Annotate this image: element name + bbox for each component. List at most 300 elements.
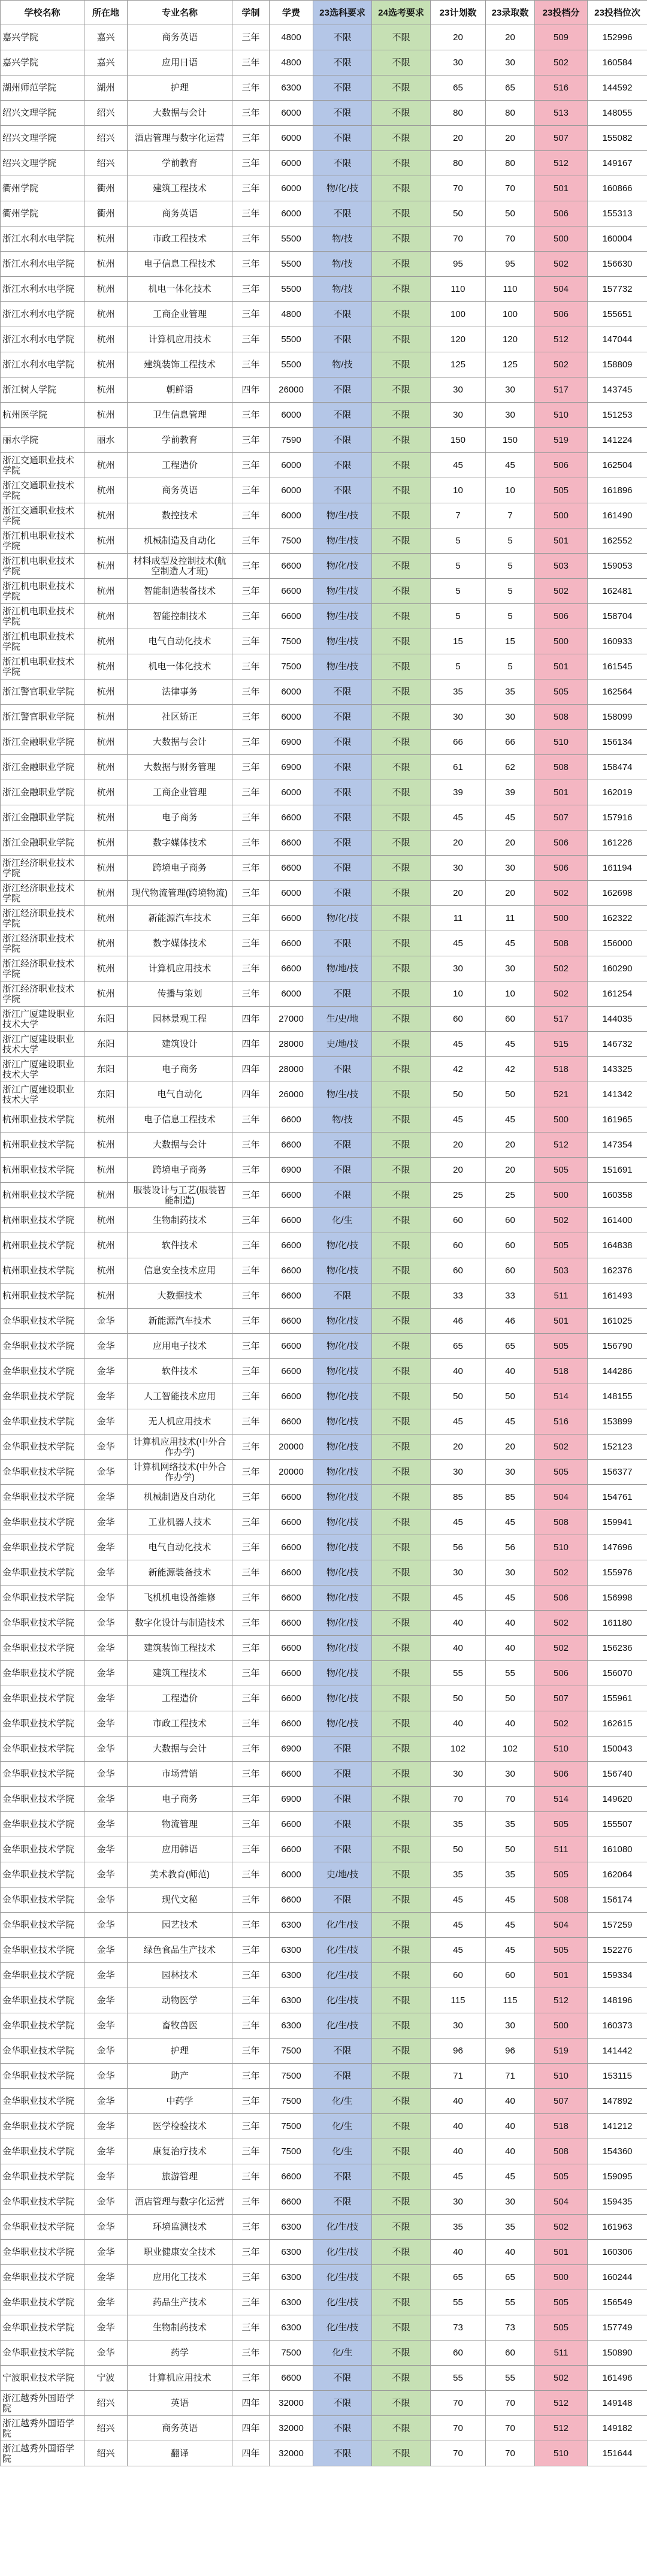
cell-24-subject-requirement: 不限 bbox=[372, 1284, 431, 1309]
cell-major: 电气自动化技术 bbox=[128, 629, 232, 654]
cell-23-plan-count: 30 bbox=[431, 403, 486, 428]
cell-23-plan-count: 80 bbox=[431, 101, 486, 126]
cell-23-rank: 156070 bbox=[588, 1661, 647, 1686]
table-row bbox=[1, 2391, 647, 2416]
cell-major: 机械制造及自动化 bbox=[128, 1485, 232, 1510]
cell-23-plan-count: 60 bbox=[431, 1233, 486, 1258]
cell-24-subject-requirement: 不限 bbox=[372, 1133, 431, 1158]
cell-23-subject-requirement: 物/技 bbox=[313, 1107, 372, 1133]
cell-major: 电子商务 bbox=[128, 1787, 232, 1812]
cell-tuition: 6600 bbox=[270, 1309, 313, 1334]
cell-24-subject-requirement: 不限 bbox=[372, 151, 431, 176]
cell-location: 金华 bbox=[84, 1560, 128, 1586]
cell-23-admitted-count: 95 bbox=[486, 252, 535, 277]
cell-major: 电子信息工程技术 bbox=[128, 252, 232, 277]
cell-major: 朝鲜语 bbox=[128, 378, 232, 403]
cell-23-score: 512 bbox=[535, 1133, 588, 1158]
cell-location: 杭州 bbox=[84, 730, 128, 755]
cell-school: 杭州职业技术学院 bbox=[1, 1133, 84, 1158]
cell-location: 杭州 bbox=[84, 956, 128, 982]
table-row bbox=[1, 302, 647, 327]
cell-23-subject-requirement: 化/生/技 bbox=[313, 2315, 372, 2341]
cell-23-subject-requirement: 不限 bbox=[313, 1158, 372, 1183]
cell-location: 金华 bbox=[84, 1862, 128, 1888]
cell-school: 浙江越秀外国语学院 bbox=[1, 2391, 84, 2416]
cell-tuition: 6900 bbox=[270, 1787, 313, 1812]
cell-tuition: 5500 bbox=[270, 277, 313, 302]
cell-school: 金华职业技术学院 bbox=[1, 1988, 84, 2013]
cell-23-rank: 160004 bbox=[588, 227, 647, 252]
cell-duration: 三年 bbox=[232, 50, 270, 76]
cell-23-score: 517 bbox=[535, 1007, 588, 1032]
cell-23-plan-count: 10 bbox=[431, 478, 486, 503]
cell-duration: 三年 bbox=[232, 1812, 270, 1837]
cell-24-subject-requirement: 不限 bbox=[372, 403, 431, 428]
cell-major: 美术教育(师范) bbox=[128, 1862, 232, 1888]
cell-23-subject-requirement: 不限 bbox=[313, 428, 372, 453]
cell-major: 药品生产技术 bbox=[128, 2290, 232, 2315]
cell-23-admitted-count: 70 bbox=[486, 1787, 535, 1812]
cell-school: 浙江水利水电学院 bbox=[1, 352, 84, 378]
cell-23-rank: 162698 bbox=[588, 881, 647, 906]
cell-23-admitted-count: 65 bbox=[486, 1334, 535, 1359]
table-row bbox=[1, 1057, 647, 1082]
cell-24-subject-requirement: 不限 bbox=[372, 352, 431, 378]
cell-location: 金华 bbox=[84, 2290, 128, 2315]
cell-duration: 三年 bbox=[232, 403, 270, 428]
cell-23-admitted-count: 40 bbox=[486, 1611, 535, 1636]
cell-23-plan-count: 45 bbox=[431, 1510, 486, 1535]
cell-tuition: 6600 bbox=[270, 2164, 313, 2190]
cell-tuition: 6600 bbox=[270, 1686, 313, 1711]
cell-23-subject-requirement: 不限 bbox=[313, 453, 372, 478]
cell-23-subject-requirement: 物/化/技 bbox=[313, 1460, 372, 1485]
cell-location: 金华 bbox=[84, 2164, 128, 2190]
cell-23-rank: 143325 bbox=[588, 1057, 647, 1082]
cell-23-admitted-count: 11 bbox=[486, 906, 535, 931]
cell-school: 杭州职业技术学院 bbox=[1, 1233, 84, 1258]
cell-duration: 三年 bbox=[232, 1284, 270, 1309]
table-row bbox=[1, 956, 647, 982]
cell-23-score: 504 bbox=[535, 2190, 588, 2215]
cell-23-score: 518 bbox=[535, 1057, 588, 1082]
cell-tuition: 6300 bbox=[270, 1988, 313, 2013]
cell-school: 杭州职业技术学院 bbox=[1, 1258, 84, 1284]
cell-tuition: 6000 bbox=[270, 126, 313, 151]
cell-24-subject-requirement: 不限 bbox=[372, 453, 431, 478]
cell-23-score: 506 bbox=[535, 831, 588, 856]
cell-23-rank: 159435 bbox=[588, 2190, 647, 2215]
cell-school: 浙江机电职业技术学院 bbox=[1, 579, 84, 604]
cell-tuition: 6600 bbox=[270, 579, 313, 604]
table-row bbox=[1, 2290, 647, 2315]
cell-23-admitted-count: 125 bbox=[486, 352, 535, 378]
cell-23-subject-requirement: 不限 bbox=[313, 378, 372, 403]
cell-23-plan-count: 30 bbox=[431, 2190, 486, 2215]
cell-23-subject-requirement: 物/生/技 bbox=[313, 529, 372, 554]
table-row bbox=[1, 503, 647, 529]
cell-24-subject-requirement: 不限 bbox=[372, 1409, 431, 1435]
cell-tuition: 6000 bbox=[270, 453, 313, 478]
cell-23-admitted-count: 40 bbox=[486, 2114, 535, 2139]
cell-location: 金华 bbox=[84, 1888, 128, 1913]
cell-major: 法律事务 bbox=[128, 680, 232, 705]
cell-tuition: 7500 bbox=[270, 2139, 313, 2164]
cell-tuition: 6600 bbox=[270, 1485, 313, 1510]
cell-24-subject-requirement: 不限 bbox=[372, 982, 431, 1007]
table-row bbox=[1, 2064, 647, 2089]
table-row bbox=[1, 2341, 647, 2366]
cell-23-score: 501 bbox=[535, 529, 588, 554]
table-row bbox=[1, 1938, 647, 1963]
cell-23-subject-requirement: 化/生/技 bbox=[313, 2013, 372, 2039]
header-23-plan-count: 23计划数 bbox=[431, 1, 486, 25]
cell-23-score: 508 bbox=[535, 755, 588, 780]
cell-duration: 三年 bbox=[232, 503, 270, 529]
cell-23-plan-count: 45 bbox=[431, 805, 486, 831]
cell-school: 浙江金融职业学院 bbox=[1, 755, 84, 780]
cell-school: 绍兴文理学院 bbox=[1, 151, 84, 176]
cell-24-subject-requirement: 不限 bbox=[372, 2240, 431, 2265]
cell-major: 机电一体化技术 bbox=[128, 654, 232, 680]
cell-location: 杭州 bbox=[84, 302, 128, 327]
cell-23-admitted-count: 65 bbox=[486, 76, 535, 101]
cell-23-admitted-count: 35 bbox=[486, 680, 535, 705]
cell-duration: 三年 bbox=[232, 2290, 270, 2315]
cell-major: 医学检验技术 bbox=[128, 2114, 232, 2139]
cell-23-subject-requirement: 物/化/技 bbox=[313, 1334, 372, 1359]
table-row bbox=[1, 654, 647, 680]
cell-tuition: 6300 bbox=[270, 1963, 313, 1988]
cell-school: 浙江警官职业学院 bbox=[1, 705, 84, 730]
cell-location: 金华 bbox=[84, 1435, 128, 1460]
cell-23-admitted-count: 25 bbox=[486, 1183, 535, 1208]
cell-school: 金华职业技术学院 bbox=[1, 1384, 84, 1409]
cell-23-score: 502 bbox=[535, 2366, 588, 2391]
cell-23-rank: 156790 bbox=[588, 1334, 647, 1359]
cell-23-plan-count: 33 bbox=[431, 1284, 486, 1309]
cell-23-score: 503 bbox=[535, 1258, 588, 1284]
cell-23-plan-count: 60 bbox=[431, 1007, 486, 1032]
cell-23-score: 501 bbox=[535, 1309, 588, 1334]
cell-major: 英语 bbox=[128, 2391, 232, 2416]
cell-23-plan-count: 20 bbox=[431, 831, 486, 856]
cell-23-admitted-count: 45 bbox=[486, 453, 535, 478]
cell-duration: 三年 bbox=[232, 579, 270, 604]
cell-23-rank: 155961 bbox=[588, 1686, 647, 1711]
cell-24-subject-requirement: 不限 bbox=[372, 1359, 431, 1384]
cell-24-subject-requirement: 不限 bbox=[372, 1812, 431, 1837]
cell-24-subject-requirement: 不限 bbox=[372, 1737, 431, 1762]
cell-23-subject-requirement: 物/化/技 bbox=[313, 1435, 372, 1460]
cell-location: 金华 bbox=[84, 2013, 128, 2039]
cell-23-admitted-count: 30 bbox=[486, 1560, 535, 1586]
cell-location: 杭州 bbox=[84, 1158, 128, 1183]
cell-23-score: 508 bbox=[535, 2139, 588, 2164]
cell-duration: 三年 bbox=[232, 2039, 270, 2064]
cell-23-score: 513 bbox=[535, 101, 588, 126]
cell-23-admitted-count: 65 bbox=[486, 2265, 535, 2290]
header-23-score: 23投档分 bbox=[535, 1, 588, 25]
cell-major: 计算机应用技术 bbox=[128, 956, 232, 982]
cell-tuition: 6000 bbox=[270, 1862, 313, 1888]
table-row bbox=[1, 554, 647, 579]
header-23-rank: 23投档位次 bbox=[588, 1, 647, 25]
cell-24-subject-requirement: 不限 bbox=[372, 1158, 431, 1183]
cell-23-admitted-count: 40 bbox=[486, 2089, 535, 2114]
cell-school: 杭州职业技术学院 bbox=[1, 1158, 84, 1183]
cell-23-admitted-count: 100 bbox=[486, 302, 535, 327]
cell-location: 金华 bbox=[84, 2215, 128, 2240]
cell-duration: 三年 bbox=[232, 428, 270, 453]
cell-24-subject-requirement: 不限 bbox=[372, 201, 431, 227]
cell-23-admitted-count: 30 bbox=[486, 705, 535, 730]
cell-duration: 三年 bbox=[232, 2013, 270, 2039]
cell-24-subject-requirement: 不限 bbox=[372, 1309, 431, 1334]
cell-23-rank: 160306 bbox=[588, 2240, 647, 2265]
cell-major: 计算机应用技术 bbox=[128, 327, 232, 352]
table-row bbox=[1, 856, 647, 881]
cell-23-admitted-count: 55 bbox=[486, 1661, 535, 1686]
cell-23-subject-requirement: 物/技 bbox=[313, 352, 372, 378]
table-row bbox=[1, 1862, 647, 1888]
cell-school: 绍兴文理学院 bbox=[1, 126, 84, 151]
cell-23-plan-count: 20 bbox=[431, 1158, 486, 1183]
cell-24-subject-requirement: 不限 bbox=[372, 2215, 431, 2240]
cell-location: 金华 bbox=[84, 2240, 128, 2265]
cell-23-score: 512 bbox=[535, 151, 588, 176]
cell-duration: 三年 bbox=[232, 906, 270, 931]
cell-23-score: 505 bbox=[535, 680, 588, 705]
table-row bbox=[1, 755, 647, 780]
cell-duration: 三年 bbox=[232, 1711, 270, 1737]
cell-23-subject-requirement: 物/化/技 bbox=[313, 176, 372, 201]
cell-23-admitted-count: 30 bbox=[486, 1460, 535, 1485]
cell-school: 金华职业技术学院 bbox=[1, 1661, 84, 1686]
cell-tuition: 4800 bbox=[270, 302, 313, 327]
cell-23-score: 518 bbox=[535, 1359, 588, 1384]
cell-24-subject-requirement: 不限 bbox=[372, 1208, 431, 1233]
cell-23-score: 506 bbox=[535, 856, 588, 881]
cell-tuition: 6000 bbox=[270, 403, 313, 428]
cell-23-subject-requirement: 不限 bbox=[313, 1837, 372, 1862]
cell-23-rank: 149167 bbox=[588, 151, 647, 176]
cell-23-score: 502 bbox=[535, 956, 588, 982]
cell-23-subject-requirement: 物/技 bbox=[313, 227, 372, 252]
cell-24-subject-requirement: 不限 bbox=[372, 252, 431, 277]
cell-duration: 三年 bbox=[232, 1309, 270, 1334]
table-row bbox=[1, 1661, 647, 1686]
cell-23-rank: 156174 bbox=[588, 1888, 647, 1913]
table-row bbox=[1, 2013, 647, 2039]
table-row bbox=[1, 2240, 647, 2265]
cell-location: 绍兴 bbox=[84, 151, 128, 176]
cell-location: 杭州 bbox=[84, 906, 128, 931]
cell-location: 金华 bbox=[84, 1686, 128, 1711]
cell-duration: 三年 bbox=[232, 629, 270, 654]
cell-23-rank: 161965 bbox=[588, 1107, 647, 1133]
cell-location: 金华 bbox=[84, 1988, 128, 2013]
cell-23-subject-requirement: 不限 bbox=[313, 1762, 372, 1787]
cell-duration: 三年 bbox=[232, 1611, 270, 1636]
cell-tuition: 6600 bbox=[270, 1586, 313, 1611]
cell-school: 杭州医学院 bbox=[1, 403, 84, 428]
cell-24-subject-requirement: 不限 bbox=[372, 2190, 431, 2215]
cell-23-rank: 159053 bbox=[588, 554, 647, 579]
table-row bbox=[1, 705, 647, 730]
cell-major: 建筑工程技术 bbox=[128, 1661, 232, 1686]
cell-major: 信息安全技术应用 bbox=[128, 1258, 232, 1284]
cell-tuition: 6300 bbox=[270, 1938, 313, 1963]
cell-tuition: 20000 bbox=[270, 1435, 313, 1460]
cell-school: 浙江越秀外国语学院 bbox=[1, 2416, 84, 2441]
cell-duration: 三年 bbox=[232, 227, 270, 252]
cell-24-subject-requirement: 不限 bbox=[372, 1107, 431, 1133]
cell-23-rank: 141342 bbox=[588, 1082, 647, 1107]
cell-duration: 三年 bbox=[232, 1586, 270, 1611]
cell-23-plan-count: 45 bbox=[431, 1586, 486, 1611]
cell-23-plan-count: 85 bbox=[431, 1485, 486, 1510]
cell-24-subject-requirement: 不限 bbox=[372, 1082, 431, 1107]
cell-duration: 三年 bbox=[232, 25, 270, 50]
cell-23-rank: 162019 bbox=[588, 780, 647, 805]
cell-23-subject-requirement: 不限 bbox=[313, 2064, 372, 2089]
cell-23-subject-requirement: 化/生 bbox=[313, 1208, 372, 1233]
cell-23-rank: 147044 bbox=[588, 327, 647, 352]
cell-23-rank: 147892 bbox=[588, 2089, 647, 2114]
cell-24-subject-requirement: 不限 bbox=[372, 2391, 431, 2416]
cell-24-subject-requirement: 不限 bbox=[372, 101, 431, 126]
cell-duration: 四年 bbox=[232, 378, 270, 403]
cell-tuition: 7500 bbox=[270, 2114, 313, 2139]
cell-location: 杭州 bbox=[84, 856, 128, 881]
cell-duration: 三年 bbox=[232, 1485, 270, 1510]
cell-23-score: 512 bbox=[535, 2416, 588, 2441]
cell-23-plan-count: 20 bbox=[431, 1435, 486, 1460]
cell-23-rank: 155507 bbox=[588, 1812, 647, 1837]
cell-school: 金华职业技术学院 bbox=[1, 1435, 84, 1460]
cell-24-subject-requirement: 不限 bbox=[372, 1711, 431, 1737]
cell-location: 东阳 bbox=[84, 1007, 128, 1032]
cell-23-rank: 144035 bbox=[588, 1007, 647, 1032]
cell-23-score: 511 bbox=[535, 1837, 588, 1862]
cell-23-admitted-count: 45 bbox=[486, 1938, 535, 1963]
cell-23-rank: 162064 bbox=[588, 1862, 647, 1888]
cell-23-admitted-count: 20 bbox=[486, 1133, 535, 1158]
cell-school: 金华职业技术学院 bbox=[1, 1460, 84, 1485]
cell-23-score: 514 bbox=[535, 1787, 588, 1812]
table-row bbox=[1, 1107, 647, 1133]
cell-major: 学前教育 bbox=[128, 428, 232, 453]
table-row bbox=[1, 2215, 647, 2240]
cell-tuition: 6600 bbox=[270, 2190, 313, 2215]
cell-23-admitted-count: 20 bbox=[486, 831, 535, 856]
cell-duration: 三年 bbox=[232, 1913, 270, 1938]
cell-23-plan-count: 55 bbox=[431, 2290, 486, 2315]
cell-23-admitted-count: 50 bbox=[486, 1837, 535, 1862]
cell-23-rank: 157749 bbox=[588, 2315, 647, 2341]
cell-23-rank: 156549 bbox=[588, 2290, 647, 2315]
cell-23-rank: 162376 bbox=[588, 1258, 647, 1284]
cell-school: 金华职业技术学院 bbox=[1, 1913, 84, 1938]
cell-23-subject-requirement: 不限 bbox=[313, 856, 372, 881]
cell-23-score: 512 bbox=[535, 1988, 588, 2013]
cell-tuition: 6600 bbox=[270, 1208, 313, 1233]
table-row bbox=[1, 2366, 647, 2391]
table-row bbox=[1, 101, 647, 126]
cell-23-score: 506 bbox=[535, 1661, 588, 1686]
cell-duration: 三年 bbox=[232, 2064, 270, 2089]
cell-school: 杭州职业技术学院 bbox=[1, 1284, 84, 1309]
cell-23-admitted-count: 40 bbox=[486, 2139, 535, 2164]
cell-23-subject-requirement: 史/地/技 bbox=[313, 1032, 372, 1057]
cell-23-score: 508 bbox=[535, 1510, 588, 1535]
cell-23-subject-requirement: 化/生/技 bbox=[313, 1913, 372, 1938]
cell-23-admitted-count: 30 bbox=[486, 1762, 535, 1787]
cell-23-admitted-count: 56 bbox=[486, 1535, 535, 1560]
cell-school: 衢州学院 bbox=[1, 201, 84, 227]
cell-duration: 三年 bbox=[232, 176, 270, 201]
cell-23-subject-requirement: 物/地/技 bbox=[313, 956, 372, 982]
cell-location: 金华 bbox=[84, 2190, 128, 2215]
cell-major: 建筑工程技术 bbox=[128, 176, 232, 201]
cell-major: 大数据与会计 bbox=[128, 1133, 232, 1158]
cell-major: 传播与策划 bbox=[128, 982, 232, 1007]
table-row bbox=[1, 680, 647, 705]
cell-23-score: 511 bbox=[535, 1284, 588, 1309]
cell-duration: 三年 bbox=[232, 554, 270, 579]
cell-major: 职业健康安全技术 bbox=[128, 2240, 232, 2265]
cell-23-subject-requirement: 物/化/技 bbox=[313, 1661, 372, 1686]
cell-location: 金华 bbox=[84, 1938, 128, 1963]
cell-location: 杭州 bbox=[84, 831, 128, 856]
cell-tuition: 6300 bbox=[270, 2315, 313, 2341]
cell-location: 金华 bbox=[84, 1837, 128, 1862]
cell-23-rank: 161400 bbox=[588, 1208, 647, 1233]
cell-school: 浙江水利水电学院 bbox=[1, 277, 84, 302]
cell-23-admitted-count: 46 bbox=[486, 1309, 535, 1334]
cell-23-plan-count: 39 bbox=[431, 780, 486, 805]
cell-duration: 三年 bbox=[232, 1334, 270, 1359]
table-row bbox=[1, 2164, 647, 2190]
table-row bbox=[1, 579, 647, 604]
cell-23-plan-count: 40 bbox=[431, 1636, 486, 1661]
cell-23-subject-requirement: 物/化/技 bbox=[313, 1485, 372, 1510]
cell-23-admitted-count: 35 bbox=[486, 1862, 535, 1888]
cell-23-subject-requirement: 不限 bbox=[313, 2441, 372, 2466]
cell-23-admitted-count: 150 bbox=[486, 428, 535, 453]
cell-school: 金华职业技术学院 bbox=[1, 1485, 84, 1510]
cell-23-plan-count: 40 bbox=[431, 2089, 486, 2114]
cell-23-plan-count: 125 bbox=[431, 352, 486, 378]
cell-location: 金华 bbox=[84, 1309, 128, 1334]
cell-major: 数控技术 bbox=[128, 503, 232, 529]
cell-23-plan-count: 45 bbox=[431, 931, 486, 956]
cell-24-subject-requirement: 不限 bbox=[372, 478, 431, 503]
cell-23-plan-count: 71 bbox=[431, 2064, 486, 2089]
cell-23-plan-count: 55 bbox=[431, 1661, 486, 1686]
cell-23-rank: 159095 bbox=[588, 2164, 647, 2190]
table-row bbox=[1, 1586, 647, 1611]
cell-23-subject-requirement: 不限 bbox=[313, 1737, 372, 1762]
cell-23-score: 510 bbox=[535, 2064, 588, 2089]
cell-location: 杭州 bbox=[84, 1233, 128, 1258]
cell-school: 浙江广厦建设职业技术大学 bbox=[1, 1007, 84, 1032]
cell-24-subject-requirement: 不限 bbox=[372, 50, 431, 76]
cell-tuition: 6600 bbox=[270, 906, 313, 931]
cell-24-subject-requirement: 不限 bbox=[372, 831, 431, 856]
cell-23-admitted-count: 60 bbox=[486, 2341, 535, 2366]
